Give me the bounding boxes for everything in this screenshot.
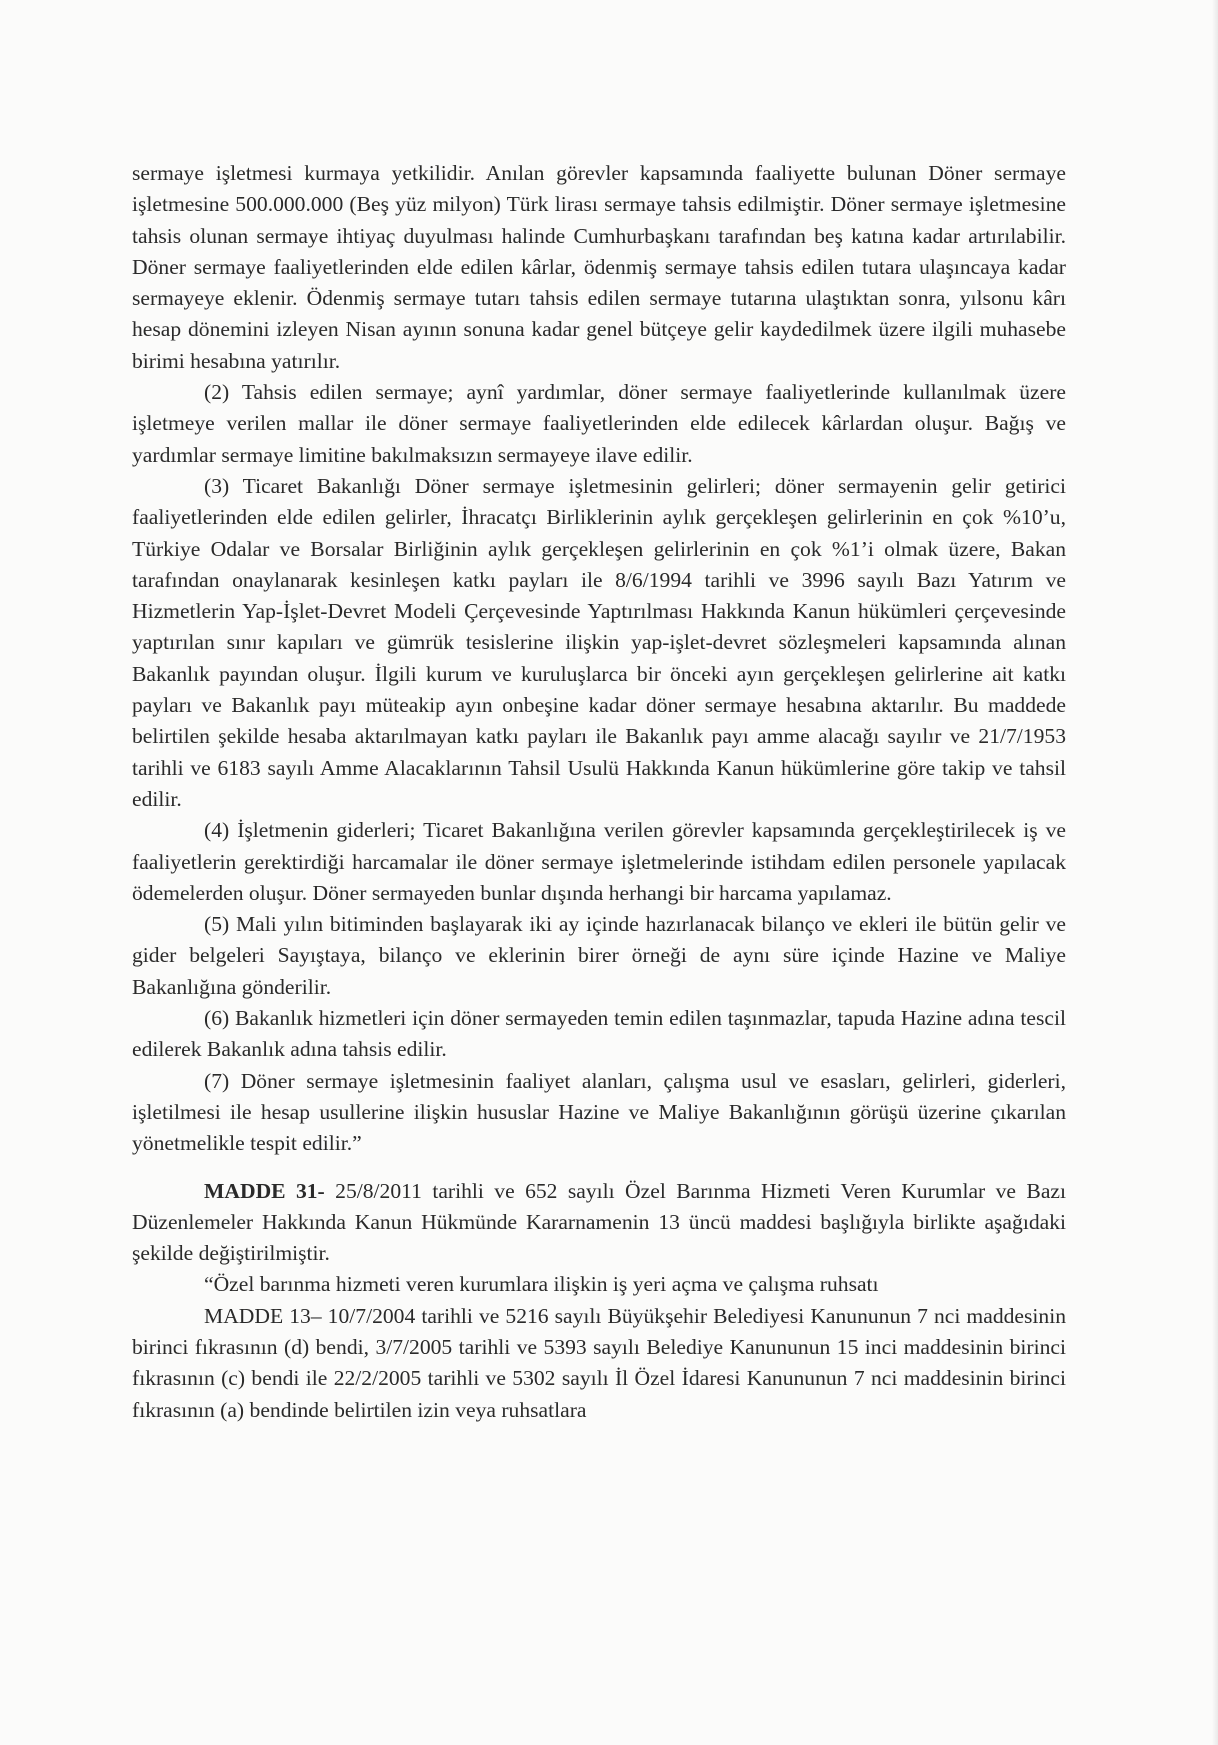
paragraph-2: (2) Tahsis edilen sermaye; aynî yardımlar, döner sermaye faaliyetlerinde kullanılmak üzere işletmeye verilen mallar ile döner sermaye faaliyetlerinden elde edilecek kârlardan oluşur. Bağış ve yardımlar sermaye limitine bakılmaksızın sermayeye ilave edilir. [132,380,1066,467]
scan-edge-shadow [1212,0,1218,1745]
paragraph-7: (7) Döner sermaye işletmesinin faaliyet alanları, çalışma usul ve esasları, gelirleri, giderleri, işletilmesi ile hesap usullerine ilişkin hususlar Hazine ve Maliye Bakanlığının görüşü üzerine çıkarılan yönetmelikle tespit edilir.” [132,1068,1066,1156]
paragraph-1: sermaye işletmesi kurmaya yetkilidir. Anılan görevler kapsamında faaliyette bulunan Döner sermaye işletmesine 500.000.000 (Beş yüz milyon) Türk lirası sermaye tahsis edilmiştir. Döner sermaye işletmesine tahsis olunan sermaye ihtiyaç duyulması halinde Cumhurbaşkanı tarafından beş katına kadar artırılabilir. Döner sermaye faaliyetlerinden elde edilen kârlar, ödenmiş sermaye tahsis edilen tutara ulaşıncaya kadar sermayeye eklenir. Ödenmiş sermaye tutarı tahsis edilen sermaye tutarına ulaştıktan sonra, yılsonu kârı hesap dönemini izleyen Nisan ayının sonuna kadar genel bütçeye gelir kaydedilmek üzere ilgili muhasebe birimi hesabına yatırılır. [132,161,1066,373]
section-spacer [132,1160,1066,1176]
paragraph-3: (3) Ticaret Bakanlığı Döner sermaye işletmesinin gelirleri; döner sermayenin gelir getirici faaliyetlerinden elde edilen gelirler, İhracatçı Birliklerinin aylık gerçekleşen gelirlerinin en çok %10’u, Türkiye Odalar ve Borsalar Birliğinin aylık gerçekleşen gelirlerinin en çok %1’i olmak üzere, Bakan tarafından onaylanarak kesinleşen katkı payları ile 8/6/1994 tarihli ve 3996 sayılı Bazı Yatırım ve Hizmetlerin Yap-İşlet-Devret Modeli Çerçevesinde Yaptırılması Hakkında Kanun hükümleri çerçevesinde yaptırılan sınır kapıları ve gümrük tesislerine ilişkin yap-işlet-devret sözleşmeleri kapsamında alınan Bakanlık payından oluşur. İlgili kurum ve kuruluşlarca bir önceki ayın gerçekleşen gelirlerine ait katkı payları ve Bakanlık payı müteakip ayın onbeşine kadar döner sermaye hesabına aktarılır. Bu maddede belirtilen şekilde hesaba aktarılmayan katkı payları ile Bakanlık payı amme alacağı sayılır ve 21/7/1953 tarihli ve 6183 sayılı Amme Alacaklarının Tahsil Usulü Hakkında Kanun hükümlerine göre takip ve tahsil edilir. [132,473,1066,811]
document-body [132,158,1066,1426]
paragraph-5: (5) Mali yılın bitiminden başlayarak iki ay içinde hazırlanacak bilanço ve ekleri ile bütün gelir ve gider belgeleri Sayıştaya, bilanço ve eklerinin birer örneği de aynı süre içinde Hazine ve Maliye Bakanlığına gönderilir. [132,912,1066,999]
madde-31-text: 25/8/2011 tarihli ve 652 sayılı Özel Barınma Hizmeti Veren Kurumlar ve Bazı Düzenlemeler Hakkında Kanun Hükmünde Kararnamenin 13 üncü maddesi başlığıyla birlikte aşağıdaki şekilde değiştirilmiştir. [132,1178,1066,1266]
madde-31-paragraph [132,1176,1066,1270]
paragraph-6: (6) Bakanlık hizmetleri için döner sermayeden temin edilen taşınmazlar, tapuda Hazine adına tescil edilerek Bakanlık adına tahsis edilir. [132,1006,1066,1062]
closing-paragraph-1: “Özel barınma hizmeti veren kurumlara ilişkin iş yeri açma ve çalışma ruhsatı [204,1272,879,1297]
closing-paragraph-2: MADDE 13– 10/7/2004 tarihli ve 5216 sayılı Büyükşehir Belediyesi Kanununun 7 nci maddesinin birinci fıkrasının (d) bendi, 3/7/2005 tarihli ve 5393 sayılı Belediye Kanununun 15 inci maddesinin birinci fıkrasının (c) bendi ile 22/2/2005 tarihli ve 5302 sayılı İl Özel İdaresi Kanununun 7 nci maddesinin birinci fıkrasının (a) bendinde belirtilen izin veya ruhsatlara [132,1303,1066,1422]
paragraph-4: (4) İşletmenin giderleri; Ticaret Bakanlığına verilen görevler kapsamında gerçekleştirilecek iş ve faaliyetlerin gerektirdiği harcamalar ile döner sermaye işletmelerinde istihdam edilen personele yapılacak ödemelerden oluşur. Döner sermayeden bunlar dışında herhangi bir harcama yapılamaz. [132,818,1066,905]
madde-31-heading: MADDE 31- [204,1178,325,1203]
